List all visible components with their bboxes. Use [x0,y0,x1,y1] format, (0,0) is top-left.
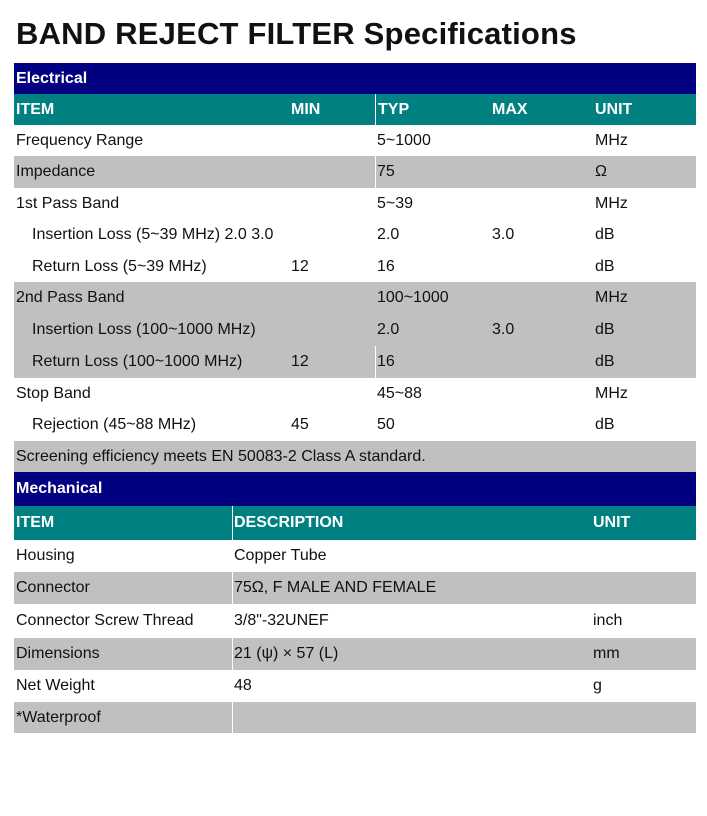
row-item: Connector Screw Thread [16,612,194,629]
table-row [14,604,696,638]
mechanical-column-headers [14,506,696,540]
row-typ: 75 [377,163,395,180]
table-row [14,125,696,156]
col-header-item: ITEM [16,514,55,531]
row-unit: Ω [595,163,607,180]
row-unit: dB [595,226,615,243]
table-row [14,572,696,604]
row-unit: MHz [595,384,628,402]
col-header-max: MAX [492,100,528,118]
row-unit: dB [595,257,615,275]
mechanical-section-header [14,472,696,506]
table-row [14,670,696,702]
row-typ: 16 [377,353,395,370]
row-typ: 5~39 [377,194,414,212]
electrical-section-header [14,63,696,94]
table-row [14,156,696,188]
row-typ: 16 [377,257,395,275]
page-title: BAND REJECT FILTER Specifications [16,16,577,51]
table-row [14,314,696,346]
row-max: 3.0 [492,321,515,338]
row-item: *Waterproof [16,708,101,726]
col-header-unit: UNIT [593,514,631,531]
row-description: 3/8"-32UNEF [234,612,329,629]
row-description: 48 [234,677,252,694]
row-min: 12 [291,353,309,370]
row-item: 1st Pass Band [16,194,120,212]
row-item: Net Weight [16,677,95,694]
row-unit: dB [595,416,615,433]
row-item: Housing [16,547,75,564]
row-description: 21 (ψ) × 57 (L) [234,645,339,662]
table-row [14,188,696,219]
table-row [14,540,696,572]
table-row [14,702,696,733]
col-header-typ: TYP [378,100,410,118]
screening-note-row [14,441,696,472]
row-description: Copper Tube [234,547,327,564]
row-typ: 2.0 [377,226,400,243]
row-unit: inch [593,612,623,629]
electrical-section-label: Electrical [16,69,88,87]
spec-sheet [14,63,696,733]
screening-note: Screening efficiency meets EN 50083-2 Class A standard. [16,447,426,465]
row-unit: dB [595,353,615,370]
row-min: 12 [291,257,309,275]
row-typ: 100~1000 [377,289,449,306]
table-row [14,378,696,409]
col-header-min: MIN [291,100,321,118]
table-row [14,282,696,314]
row-item: Frequency Range [16,131,144,149]
row-item: Stop Band [16,384,91,402]
electrical-column-headers [14,94,696,125]
row-item: Impedance [16,163,96,180]
row-item: Return Loss (100~1000 MHz) [32,353,243,370]
table-row [14,251,696,282]
mechanical-section-label: Mechanical [16,480,103,497]
row-item: Dimensions [16,645,100,662]
row-unit: MHz [595,289,628,306]
row-typ: 45~88 [377,384,422,402]
row-max: 3.0 [492,226,515,243]
col-header-item: ITEM [16,100,55,118]
row-unit: mm [593,645,620,662]
row-item: Return Loss (5~39 MHz) [32,257,207,275]
row-item: Insertion Loss (5~39 MHz) 2.0 3.0 [32,226,274,243]
row-unit: dB [595,321,615,338]
row-typ: 2.0 [377,321,400,338]
table-row [14,409,696,441]
row-unit: MHz [595,131,628,149]
row-item: 2nd Pass Band [16,289,125,306]
row-item: Connector [16,579,90,596]
row-typ: 5~1000 [377,131,431,149]
col-header-unit: UNIT [595,100,633,118]
row-min: 45 [291,416,309,433]
row-unit: MHz [595,194,628,212]
table-row [14,219,696,251]
row-description: 75Ω, F MALE AND FEMALE [234,579,437,596]
row-unit: g [593,677,602,694]
col-header-description: DESCRIPTION [234,514,344,531]
row-item: Insertion Loss (100~1000 MHz) [32,321,256,338]
row-item: Rejection (45~88 MHz) [32,416,197,433]
row-typ: 50 [377,416,395,433]
table-row [14,638,696,670]
table-row [14,346,696,378]
